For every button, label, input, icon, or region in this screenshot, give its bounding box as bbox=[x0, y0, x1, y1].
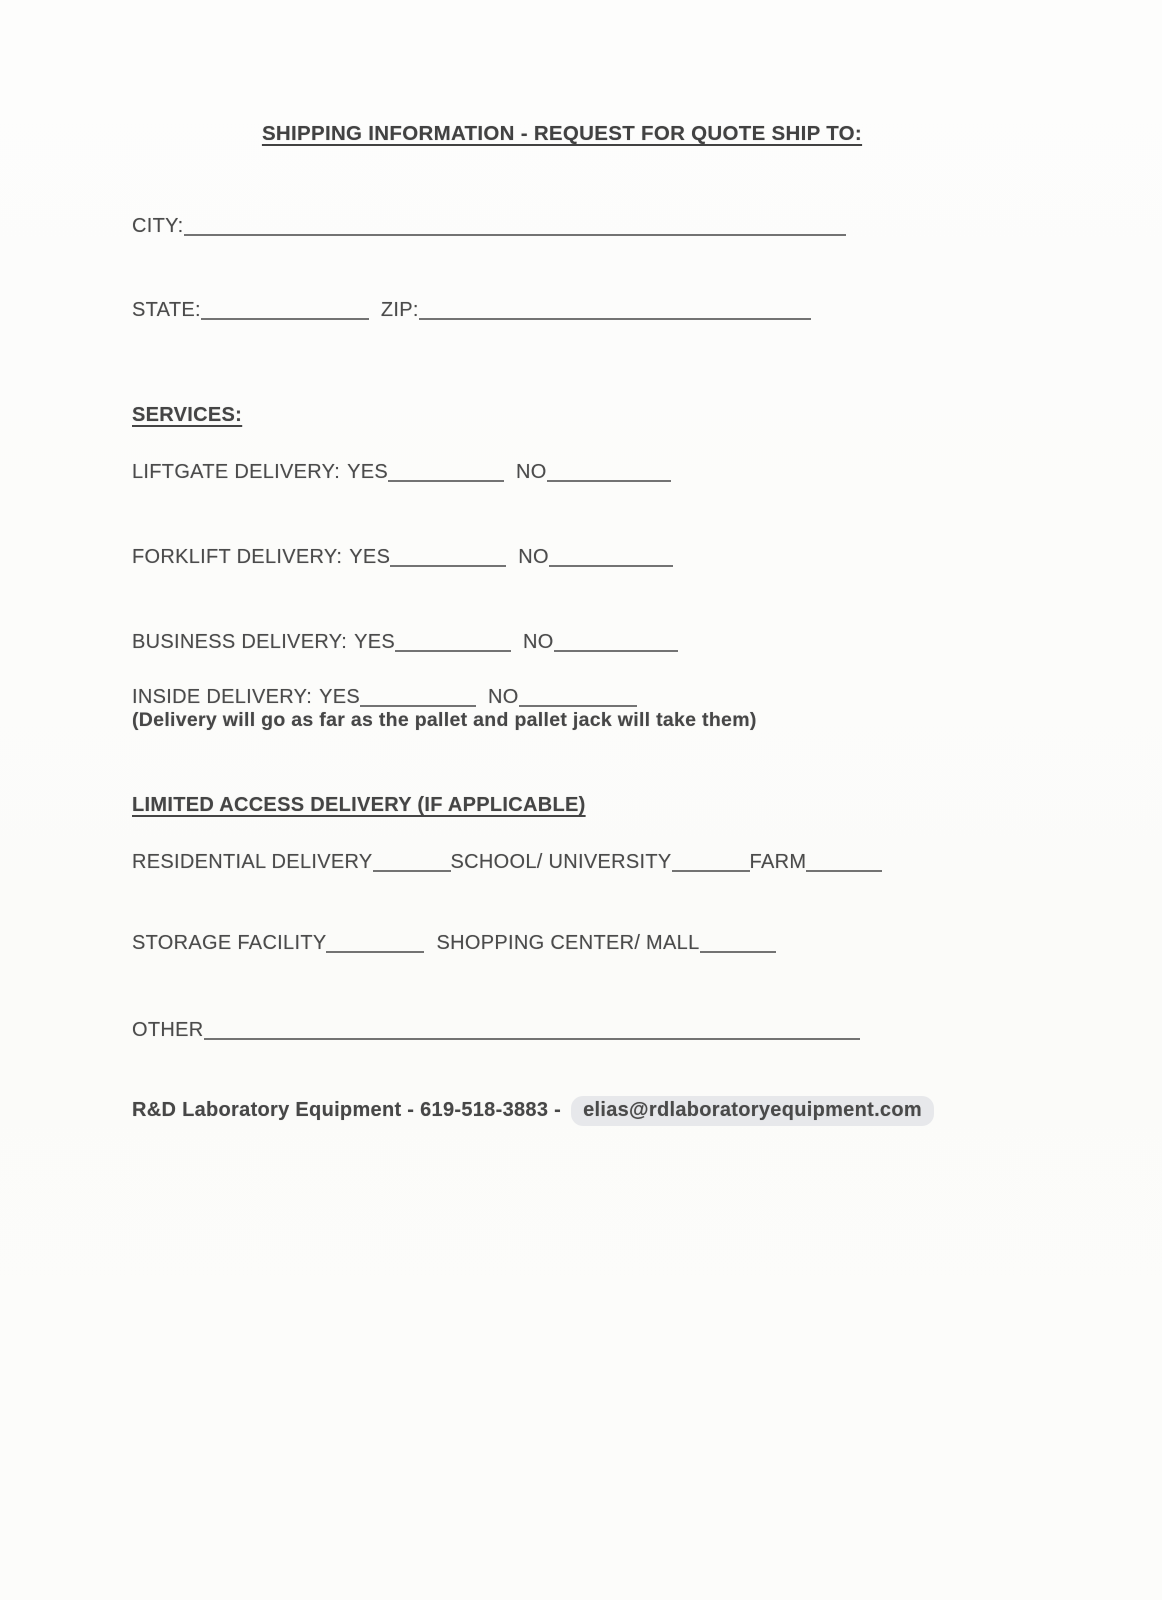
company-phone-text: R&D Laboratory Equipment - 619-518-3883 - bbox=[132, 1099, 562, 1121]
storage-facility-label: STORAGE FACILITY bbox=[132, 932, 327, 954]
zip-fill-line bbox=[419, 296, 811, 320]
inside-delivery-row bbox=[132, 683, 637, 709]
yes-label: YES bbox=[354, 631, 396, 653]
farm-label: FARM bbox=[749, 851, 807, 873]
yes-label: YES bbox=[319, 686, 360, 708]
residential-delivery-label: RESIDENTIAL DELIVERY bbox=[132, 851, 373, 873]
state-fill-line bbox=[201, 296, 369, 320]
state-label: STATE: bbox=[132, 299, 201, 321]
other-label: OTHER bbox=[132, 1019, 204, 1041]
footer-row bbox=[132, 1096, 934, 1126]
no-label: NO bbox=[523, 631, 554, 653]
city-fill-line bbox=[184, 212, 846, 236]
state-zip-row bbox=[132, 296, 811, 322]
liftgate-no-line bbox=[547, 458, 671, 482]
limited-access-row-2 bbox=[132, 929, 776, 955]
residential-fill-line bbox=[373, 848, 451, 872]
inside-delivery-note: (Delivery will go as far as the pallet and pallet jack will take them) bbox=[132, 709, 757, 731]
email-link[interactable]: elias@rdlaboratoryequipment.com bbox=[571, 1096, 934, 1126]
forklift-delivery-row bbox=[132, 543, 673, 569]
liftgate-delivery-label: LIFTGATE DELIVERY: bbox=[132, 461, 341, 483]
business-yes-line bbox=[395, 628, 511, 652]
other-row bbox=[132, 1016, 860, 1042]
inside-delivery-label: INSIDE DELIVERY: bbox=[132, 686, 313, 708]
yes-label: YES bbox=[347, 461, 388, 483]
no-label: NO bbox=[487, 686, 519, 708]
school-university-fill-line bbox=[672, 848, 750, 872]
city-label: CITY: bbox=[132, 215, 184, 237]
liftgate-yes-line bbox=[388, 458, 504, 482]
business-delivery-label: BUSINESS DELIVERY: bbox=[132, 631, 348, 653]
liftgate-delivery-row bbox=[132, 458, 671, 484]
other-fill-line bbox=[204, 1016, 860, 1040]
page-title: SHIPPING INFORMATION - REQUEST FOR QUOTE SHIP TO: bbox=[261, 122, 863, 145]
shopping-center-mall-label: SHOPPING CENTER/ MALL bbox=[436, 932, 700, 954]
yes-label: YES bbox=[349, 546, 391, 568]
business-no-line bbox=[554, 628, 678, 652]
limited-access-heading: LIMITED ACCESS DELIVERY (IF APPLICABLE) bbox=[132, 794, 586, 816]
farm-fill-line bbox=[806, 848, 882, 872]
limited-access-row-1 bbox=[132, 848, 882, 874]
forklift-yes-line bbox=[390, 543, 506, 567]
inside-no-line bbox=[519, 683, 637, 707]
no-label: NO bbox=[515, 461, 547, 483]
business-delivery-row bbox=[132, 628, 678, 654]
storage-facility-fill-line bbox=[326, 929, 424, 953]
city-row bbox=[132, 212, 846, 238]
no-label: NO bbox=[518, 546, 549, 568]
school-university-label: SCHOOL/ UNIVERSITY bbox=[450, 851, 672, 873]
forklift-delivery-label: FORKLIFT DELIVERY: bbox=[132, 546, 343, 568]
forklift-no-line bbox=[549, 543, 673, 567]
services-heading: SERVICES: bbox=[132, 404, 243, 426]
inside-yes-line bbox=[360, 683, 476, 707]
shopping-center-mall-fill-line bbox=[700, 929, 776, 953]
zip-label: ZIP: bbox=[380, 299, 419, 321]
